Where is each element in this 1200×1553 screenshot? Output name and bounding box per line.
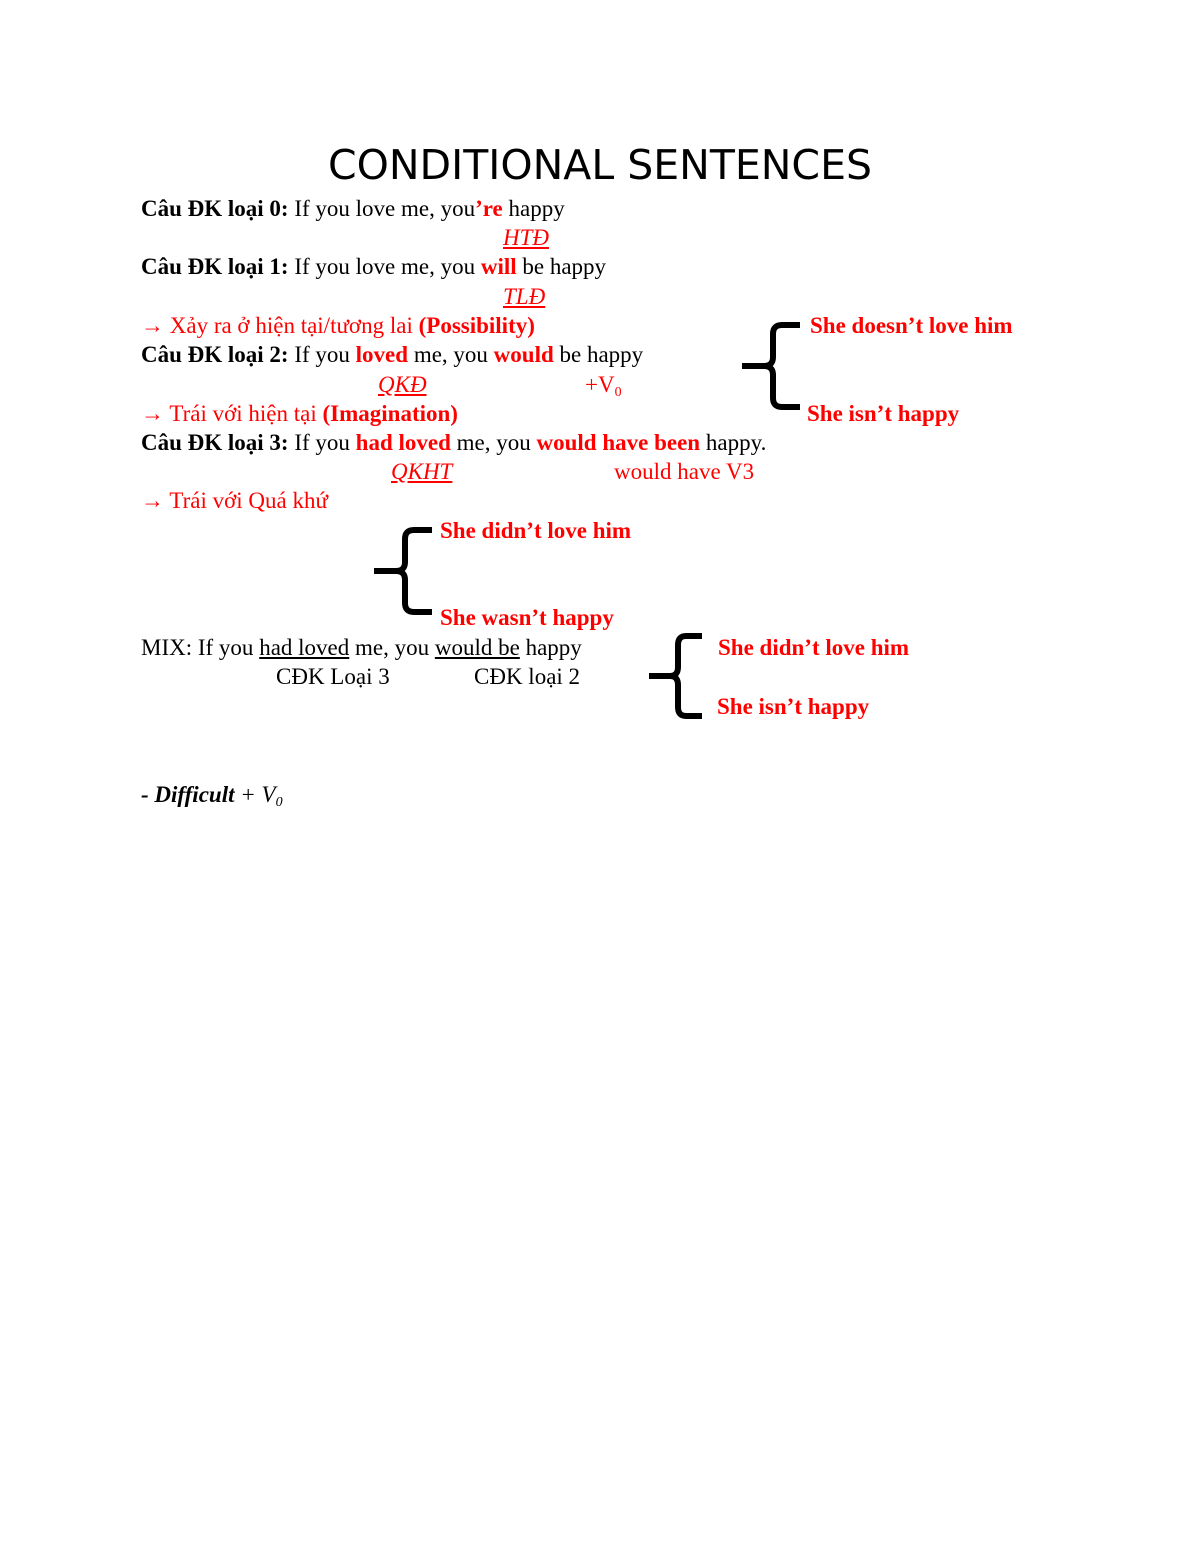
difficult-note [141, 780, 283, 809]
brace3-bottom: She isn’t happy [717, 694, 870, 719]
note1-keyword: Possibility [426, 313, 528, 338]
mix-end: happy [525, 635, 582, 660]
difficult-word: - Difficult [141, 782, 235, 807]
type2-result-sub: 0 [614, 385, 622, 400]
note-imagination [141, 399, 458, 428]
type3-label: Câu ĐK loại 3: [141, 430, 289, 455]
type3-verb1: had loved [355, 430, 451, 455]
brace2-top: She didn’t love him [440, 518, 632, 543]
type0-end: happy [508, 196, 565, 221]
curly-brace-icon [738, 318, 802, 414]
curly-brace-icon [370, 523, 434, 619]
page-title: CONDITIONAL SENTENCES [327, 141, 872, 189]
mix-type2-tag: CĐK loại 2 [474, 664, 581, 689]
type1-sentence [141, 252, 606, 281]
type2-tense: QKĐ [378, 372, 427, 397]
type2-if: If you [294, 342, 350, 367]
mix-verb1: had loved [259, 635, 350, 660]
brace1-top: She doesn’t love him [810, 313, 1013, 338]
type3-sentence [141, 428, 766, 457]
type1-clause: If you love me, you [294, 254, 476, 279]
note2-paren-close: ) [450, 401, 458, 426]
type2-verb2: would [493, 342, 554, 367]
brace2-bottom: She wasn’t happy [440, 605, 614, 630]
arrow-icon: → [141, 313, 164, 338]
note3-text: Trái với Quá khứ [169, 488, 328, 513]
type1-label: Câu ĐK loại 1: [141, 254, 289, 279]
type3-verb2: would have been [536, 430, 701, 455]
type2-verb1: loved [355, 342, 409, 367]
note2-keyword: Imagination [330, 401, 451, 426]
note-past [141, 486, 328, 515]
note1-paren-open: ( [418, 313, 427, 338]
mix-type3-tag: CĐK Loại 3 [276, 664, 390, 689]
arrow-icon: → [141, 488, 164, 513]
type2-mid: me, you [413, 342, 488, 367]
type0-clause: If you love me, you [294, 196, 476, 221]
type1-tense: TLĐ [503, 284, 546, 309]
type3-tense: QKHT [391, 459, 453, 484]
brace3-top: She didn’t love him [718, 635, 910, 660]
note2-paren-open: ( [322, 401, 331, 426]
mix-sentence [141, 633, 582, 662]
brace1-bottom: She isn’t happy [807, 401, 960, 426]
type3-end: happy. [705, 430, 767, 455]
type2-label: Câu ĐK loại 2: [141, 342, 289, 367]
type2-result [585, 370, 622, 399]
type0-label: Câu ĐK loại 0: [141, 196, 289, 221]
type2-end: be happy [559, 342, 644, 367]
difficult-v: + V [240, 782, 276, 807]
type1-end: be happy [522, 254, 607, 279]
difficult-sub: 0 [275, 795, 283, 810]
note1-text: Xảy ra ở hiện tại/tương lai [169, 313, 413, 338]
type2-sentence [141, 340, 643, 369]
arrow-icon: → [141, 401, 164, 426]
type0-tense: HTĐ [503, 225, 550, 250]
note1-paren-close: ) [527, 313, 535, 338]
note-possibility [141, 311, 535, 340]
curly-brace-icon [646, 630, 704, 722]
note2-text: Trái với hiện tại [169, 401, 317, 426]
mix-verb2: would be [434, 635, 520, 660]
type3-if: If you [294, 430, 350, 455]
type1-verb: will [480, 254, 517, 279]
type0-verb: ’re [475, 196, 503, 221]
type2-result-v: +V [585, 372, 615, 397]
type0-sentence [141, 194, 565, 223]
mix-label: MIX: If you [141, 635, 254, 660]
mix-mid: me, you [355, 635, 430, 660]
type3-mid: me, you [456, 430, 531, 455]
type3-result: would have V3 [614, 459, 755, 484]
